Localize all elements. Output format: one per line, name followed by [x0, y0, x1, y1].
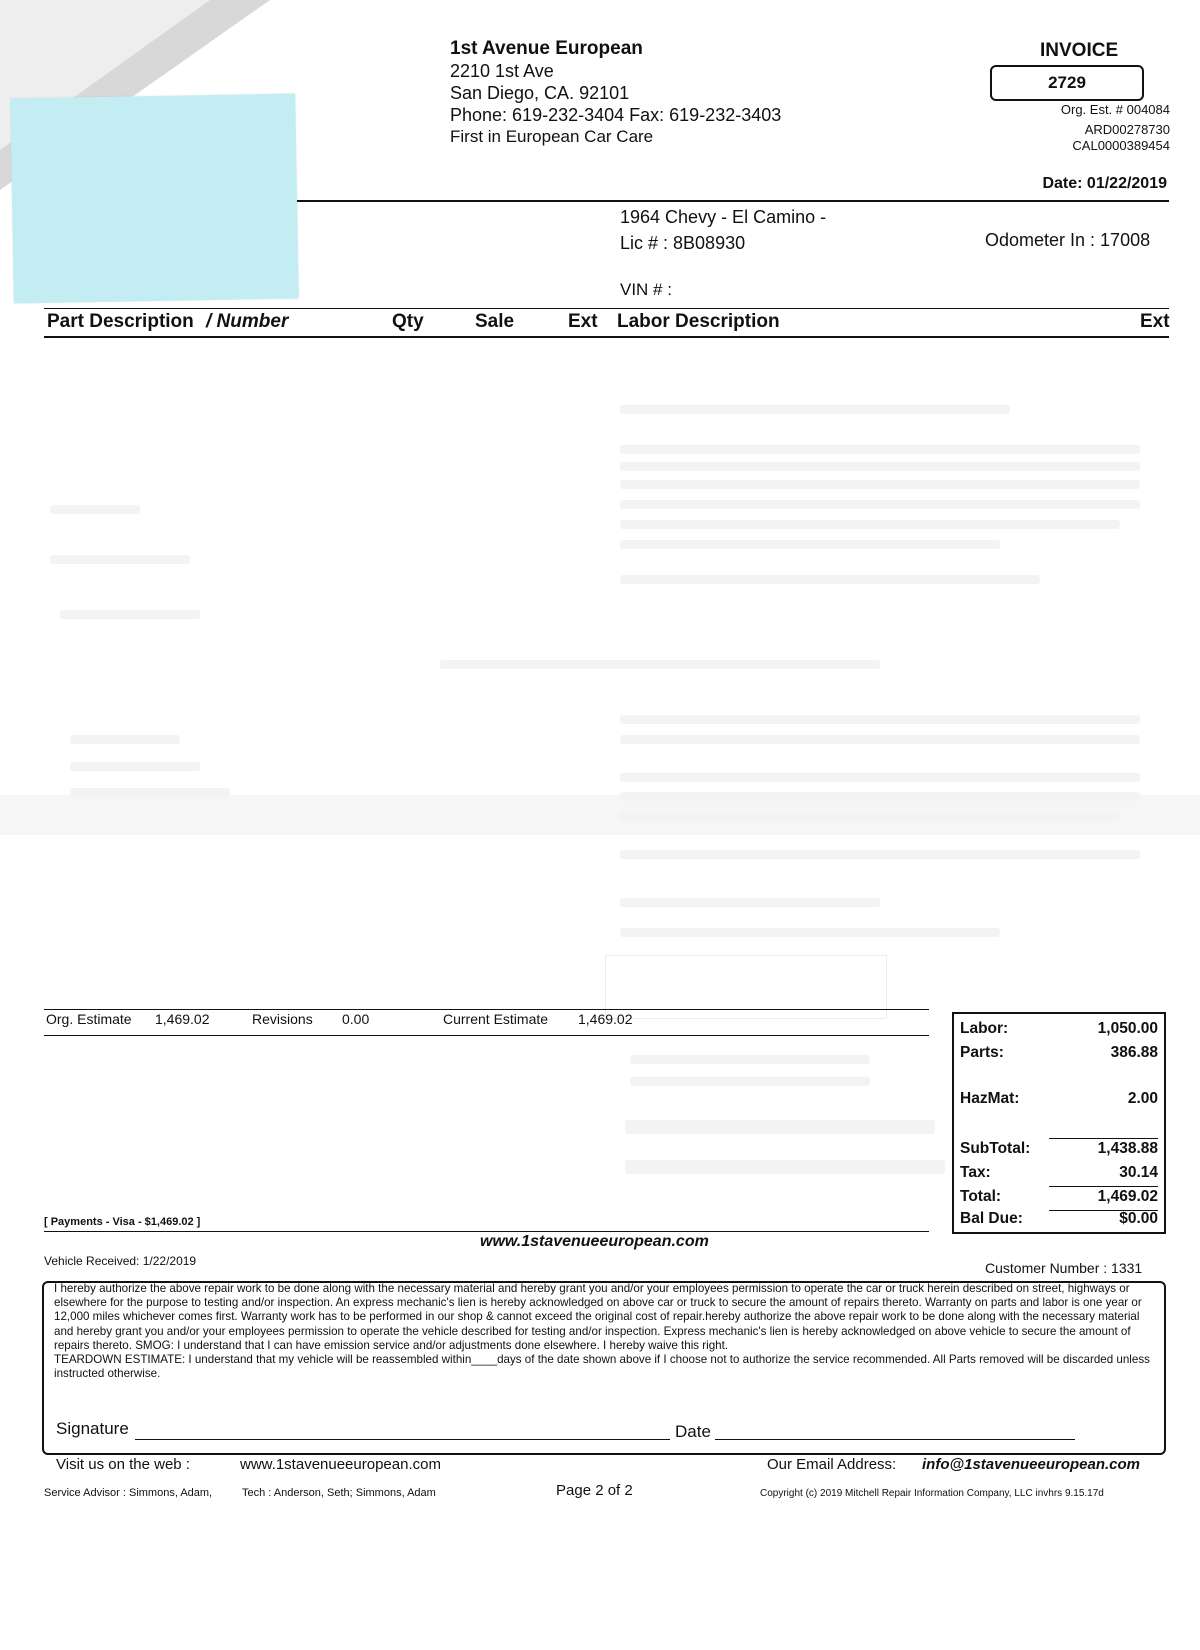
- ghost-line: [440, 660, 880, 669]
- columns-bottom-rule: [44, 336, 1169, 338]
- labor-total: 1,050.00: [1097, 1020, 1158, 1037]
- ghost-line: [620, 850, 1140, 859]
- ghost-line: [620, 480, 1140, 489]
- cal-number: CAL0000389454: [1072, 138, 1170, 153]
- current-estimate-label: Current Estimate: [443, 1011, 549, 1027]
- subtotal-rule: [1049, 1138, 1158, 1139]
- ghost-line: [60, 610, 200, 619]
- company-tagline: First in European Car Care: [450, 127, 654, 146]
- parts-label: Parts:: [960, 1044, 1004, 1061]
- ghost-line: [70, 735, 180, 744]
- ghost-line: [625, 1160, 945, 1174]
- ghost-line: [620, 928, 1000, 937]
- ghost-line: [620, 462, 1140, 471]
- estimate-top-rule: [44, 1009, 929, 1010]
- org-estimate-value: 1,469.02: [155, 1011, 210, 1027]
- visit-label: Visit us on the web :: [56, 1456, 190, 1473]
- ghost-line: [620, 540, 1000, 549]
- signature-line[interactable]: [135, 1439, 670, 1440]
- payments-rule: [44, 1231, 929, 1232]
- copyright: Copyright (c) 2019 Mitchell Repair Information Company, LLC invhrs 9.15.17d: [760, 1488, 1104, 1499]
- parts-total: 386.88: [1110, 1044, 1158, 1061]
- odometer: Odometer In : 17008: [985, 230, 1151, 250]
- vehicle-received: Vehicle Received: 1/22/2019: [44, 1254, 197, 1268]
- hazmat-total: 2.00: [1127, 1090, 1158, 1107]
- email-label: Our Email Address:: [767, 1456, 897, 1473]
- revisions-value: 0.00: [342, 1011, 370, 1027]
- website-center[interactable]: www.1stavenueeuropean.com: [480, 1233, 709, 1250]
- ghost-line: [620, 575, 1040, 584]
- invoice-date: Date: 01/22/2019: [1042, 175, 1167, 192]
- estimate-bottom-rule: [44, 1035, 929, 1036]
- company-phone-fax: Phone: 619-232-3404 Fax: 619-232-3403: [450, 105, 782, 125]
- company-address-line1: 2210 1st Ave: [450, 61, 554, 81]
- ghost-line: [620, 898, 880, 907]
- terms-text: [54, 1282, 1154, 1381]
- totals-box: [952, 1012, 1166, 1234]
- labor-label: Labor:: [960, 1020, 1009, 1037]
- col-labor-description: Labor Description: [617, 311, 780, 332]
- customer-number: Customer Number : 1331: [985, 1260, 1143, 1276]
- col-sale: Sale: [475, 311, 515, 332]
- terms-paragraph-authorization: I hereby authorize the above repair work to be done along with the necessary material and hereby grant you and/or your employees permission to operate the car or truck herein described on street, highways or elsewhere for the purpose to testing and/or inspection. An express mechanic's lien is hereby acknowledged on above car or truck to secure the amount of repairs thereto. Warranty on parts and labor is one year or 12,000 miles whichever comes first. Warranty work has to be performed in our shop & cannot exceed the original cost of repair.hereby authorize the above repair work to be done along with the necessary material and hereby grant you and/or your employees permission to operate the vehicle described for testing and/or inspection. Express mechanic's lien is hereby acknowledged on above vehicle to secure the amount of repairs thereto. SMOG: I understand that I can have emission service and/or adjustments done elsewhere. I hereby waive this right.: [54, 1282, 1142, 1352]
- date-label: Date: [675, 1422, 711, 1441]
- company-address-line2: San Diego, CA. 92101: [450, 83, 630, 103]
- subtotal-value: 1,438.88: [1097, 1140, 1158, 1157]
- invoice-label: INVOICE: [1040, 40, 1119, 61]
- total-value: 1,469.02: [1097, 1188, 1158, 1205]
- ghost-line: [620, 405, 1010, 414]
- total-rule: [1049, 1186, 1158, 1187]
- ghost-line: [70, 762, 200, 771]
- payments-line: [ Payments - Visa - $1,469.02 ]: [44, 1216, 201, 1228]
- col-part-number: / Number: [206, 311, 289, 332]
- hazmat-label: HazMat:: [960, 1090, 1020, 1107]
- columns-top-rule: [44, 308, 1169, 309]
- technicians: Tech : Anderson, Seth; Simmons, Adam: [242, 1487, 436, 1499]
- ghost-line: [50, 555, 190, 564]
- org-estimate-label: Org. Estimate: [46, 1011, 132, 1027]
- col-qty: Qty: [392, 311, 424, 332]
- page-number: Page 2 of 2: [556, 1482, 633, 1499]
- col-labor-ext: Ext: [1140, 311, 1170, 332]
- subtotal-label: SubTotal:: [960, 1140, 1031, 1157]
- date-line[interactable]: [715, 1439, 1075, 1440]
- terms-paragraph-teardown: TEARDOWN ESTIMATE: I understand that my vehicle will be reassembled within____days of the date shown above if I choose not to authorize the service recommended. All Parts removed will be discarded unless instructed otherwise.: [54, 1353, 1150, 1381]
- ghost-band: [0, 795, 1200, 835]
- col-ext: Ext: [568, 311, 598, 332]
- ghost-line: [630, 1055, 870, 1064]
- vehicle-description: 1964 Chevy - El Camino -: [620, 207, 827, 227]
- company-header: [450, 38, 781, 148]
- ard-number: ARD00278730: [1084, 122, 1170, 137]
- col-part-description: Part Description: [47, 311, 194, 332]
- tax-label: Tax:: [960, 1164, 991, 1181]
- tax-value: 30.14: [1119, 1164, 1158, 1181]
- footer-website[interactable]: www.1stavenueeuropean.com: [240, 1456, 441, 1473]
- revisions-label: Revisions: [252, 1011, 313, 1027]
- ghost-line: [620, 735, 1140, 744]
- invoice-number: 2729: [990, 65, 1144, 101]
- ghost-line: [50, 505, 140, 514]
- footer-email[interactable]: info@1stavenueeuropean.com: [922, 1456, 1141, 1473]
- ghost-line: [620, 520, 1120, 529]
- service-advisor: Service Advisor : Simmons, Adam,: [44, 1487, 213, 1499]
- ghost-line: [620, 445, 1140, 454]
- ghost-line: [630, 1077, 870, 1086]
- vin: VIN # :: [620, 280, 672, 299]
- signature-label: Signature: [56, 1419, 129, 1438]
- header-divider: [297, 200, 1169, 202]
- current-estimate-value: 1,469.02: [578, 1011, 633, 1027]
- ghost-line: [620, 773, 1140, 782]
- ghost-line: [620, 715, 1140, 724]
- license-plate: Lic # : 8B08930: [620, 233, 746, 253]
- vehicle-info: [620, 204, 826, 256]
- balance-due-value: $0.00: [1119, 1210, 1158, 1227]
- org-estimate-number: Org. Est. # 004084: [1060, 102, 1170, 117]
- ghost-line: [625, 1120, 935, 1134]
- company-name: 1st Avenue European: [450, 38, 643, 59]
- sticky-note: [10, 94, 299, 304]
- ghost-line: [620, 500, 1140, 509]
- total-label: Total:: [960, 1188, 1002, 1205]
- balance-due-label: Bal Due:: [960, 1210, 1023, 1227]
